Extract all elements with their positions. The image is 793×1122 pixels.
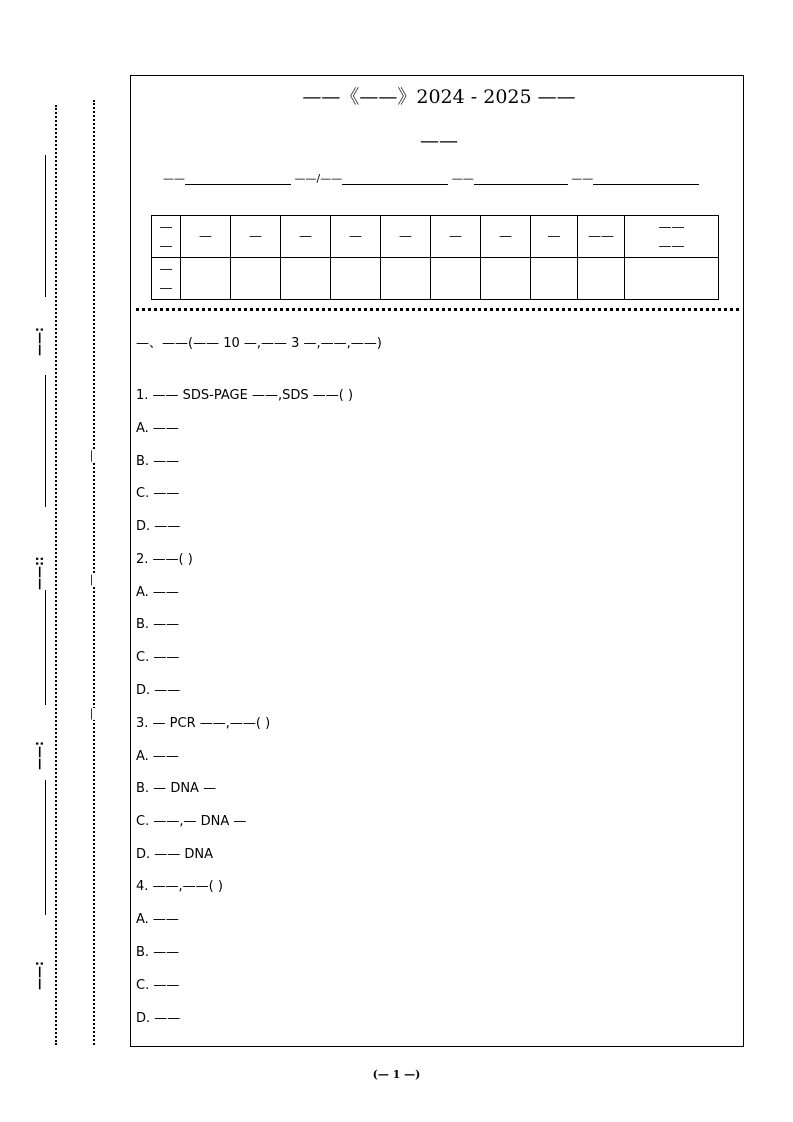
- score-table: [151, 215, 719, 300]
- exam-title-line2: ——: [420, 130, 458, 152]
- score-header-row: [152, 216, 719, 258]
- maker-date-field[interactable]: [45, 590, 46, 705]
- header-cell: —: [381, 216, 431, 258]
- question-3-option-c: C. ——,— DNA —: [136, 814, 247, 829]
- binding-dotted-line: [93, 100, 95, 1045]
- score-cell[interactable]: [281, 258, 331, 300]
- name-field[interactable]: [593, 172, 699, 185]
- question-1-option-c: C. ——: [136, 486, 180, 501]
- question-3-option-d: D. —— DNA: [136, 847, 214, 862]
- score-cell[interactable]: [531, 258, 578, 300]
- reviewer-sign-label: ——::: [32, 556, 46, 590]
- question-4-option-d: D. ——: [136, 1011, 181, 1026]
- question-1-option-b: B. ——: [136, 454, 180, 469]
- header-cell: —: [281, 216, 331, 258]
- header-cell: —: [531, 216, 578, 258]
- score-cell-grader[interactable]: [625, 258, 719, 300]
- score-cell[interactable]: [481, 258, 531, 300]
- header-cell: —: [231, 216, 281, 258]
- header-cell: —: [481, 216, 531, 258]
- question-3-stem: 3. — PCR ——,——( ): [136, 716, 271, 731]
- question-2-option-b: B. ——: [136, 617, 180, 632]
- major-class-field[interactable]: [342, 172, 448, 185]
- question-3-option-a: A. ——: [136, 749, 179, 764]
- header-cell: —: [181, 216, 231, 258]
- name-label: ——: [571, 172, 594, 185]
- score-cell[interactable]: [181, 258, 231, 300]
- score-cell[interactable]: [231, 258, 281, 300]
- page-number: (— 1 —): [372, 1068, 421, 1081]
- row-label-score: — —: [152, 258, 181, 300]
- header-cell: —: [331, 216, 381, 258]
- section-heading: —、——(—— 10 —,—— 3 —,——,——): [136, 336, 382, 351]
- question-4-option-a: A. ——: [136, 912, 179, 927]
- score-cell[interactable]: [381, 258, 431, 300]
- college-label: ——: [163, 172, 185, 185]
- maker-sign-label: ——:: [32, 961, 46, 990]
- header-cell: —: [431, 216, 481, 258]
- dotted-separator: [136, 308, 739, 311]
- header-cell-total: ——: [578, 216, 625, 258]
- question-4-option-c: C. ——: [136, 978, 180, 993]
- question-3-option-b: B. — DNA —: [136, 781, 217, 796]
- outer-dotted-line: [55, 105, 57, 1045]
- seal-marker: —: [84, 708, 98, 720]
- maker-sign-field[interactable]: [45, 780, 46, 915]
- score-cell-total[interactable]: [578, 258, 625, 300]
- college-field[interactable]: [185, 172, 291, 185]
- question-4-stem: 4. ——,——( ): [136, 879, 223, 894]
- line-marker: —: [84, 450, 98, 462]
- score-cell[interactable]: [431, 258, 481, 300]
- question-4-option-b: B. ——: [136, 945, 180, 960]
- binding-margin: [0, 0, 125, 1122]
- question-1-stem: 1. —— SDS-PAGE ——,SDS ——( ): [136, 388, 354, 403]
- question-1-option-d: D. ——: [136, 519, 181, 534]
- question-2-option-d: D. ——: [136, 683, 181, 698]
- major-class-label: ——/——: [294, 172, 343, 185]
- review-date-field[interactable]: [45, 155, 46, 297]
- question-2-option-c: C. ——: [136, 650, 180, 665]
- question-2-stem: 2. ——( ): [136, 552, 193, 567]
- student-id-field[interactable]: [474, 172, 568, 185]
- student-info-row: [163, 172, 699, 185]
- reviewer-sign-field[interactable]: [45, 375, 46, 507]
- row-label-question: — —: [152, 216, 181, 258]
- student-id-label: ——: [451, 172, 474, 185]
- header-cell-grader: —— ——: [625, 216, 719, 258]
- exam-title-line1: ——《——》2024 - 2025 ——: [302, 86, 576, 108]
- question-1-option-a: A. ——: [136, 421, 179, 436]
- score-cell[interactable]: [331, 258, 381, 300]
- maker-date-label: ——:: [32, 741, 46, 770]
- score-value-row: [152, 258, 719, 300]
- bind-marker: —: [84, 574, 98, 586]
- review-date-label: ——:: [32, 327, 46, 356]
- question-2-option-a: A. ——: [136, 585, 179, 600]
